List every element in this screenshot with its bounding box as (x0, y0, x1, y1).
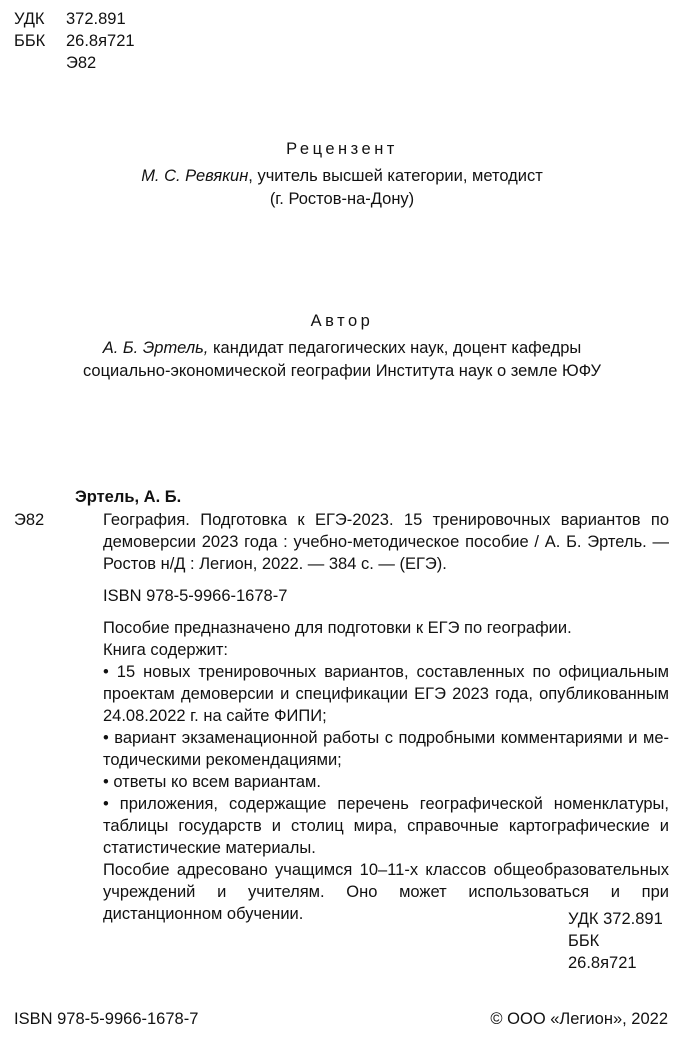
udk-row (14, 8, 174, 30)
bbk-label: ББК (14, 32, 46, 50)
reviewer-location: (г. Ростов-на-Дону) (269, 190, 415, 208)
reviewer-line (0, 165, 684, 187)
reviewer-description: , учитель высшей категории, методист (248, 167, 543, 185)
catalog-author-mark: Э82 (14, 511, 45, 529)
author-description-2: социально-экономической географии Института наук о земле ЮФУ (83, 362, 601, 380)
author-name: А. Б. Эртель, (102, 339, 209, 357)
footer-isbn: ISBN 978-5-9966-1678-7 (14, 1010, 199, 1028)
catalog-udk: УДК 372.891 (568, 910, 663, 928)
contents-intro: Книга содержит: (103, 641, 228, 659)
audience-text: Пособие адресовано учащимся 10–11-х классов общеобразовательных учреждений и учителям. Оно может использоваться и при дистанционном обучении. (103, 861, 669, 923)
bibliographic-description: География. Подготовка к ЕГЭ-2023. 15 тренировочных вариантов по демоверсии 2023 года : учебно-методическое пособие / А. Б. Эртель. — Ростов н/Д : Легион, 2022. — 384 с. — (ЕГЭ). (103, 511, 669, 573)
footer-copyright: © ООО «Легион», 2022 (490, 1010, 668, 1028)
reviewer-name: М. С. Ревякин (141, 167, 249, 185)
catalog-codes (568, 908, 668, 974)
bbk-value: 26.8я721 (66, 32, 135, 50)
contents-item: • ответы ко всем вариантам. (103, 773, 321, 791)
catalog-author-header: Эртель, А. Б. (75, 488, 182, 506)
author-description-1: кандидат педагогических наук, доцент кафедры (208, 339, 582, 357)
author-mark-row (14, 52, 174, 74)
bbk-row (14, 30, 174, 52)
purpose-text: Пособие предназначено для подготовки к ЕГЭ по географии. (103, 619, 572, 637)
author-line1 (0, 337, 684, 359)
catalog-isbn: ISBN 978-5-9966-1678-7 (103, 587, 288, 605)
catalog-bbk: ББК 26.8я721 (568, 932, 637, 972)
classification-codes (14, 8, 174, 74)
contents-item: • приложения, содержащие перечень географической номенклатуры, таблицы государств и столиц мира, справочные картографические и статистические материалы. (103, 795, 669, 857)
udk-label: УДК (14, 10, 45, 28)
contents-item: • 15 новых тренировочных вариантов, составленных по официальным проектам демоверсии и спецификации ЕГЭ 2023 года, опубликованным 24.08.2022 г. на сайте ФИПИ; (103, 663, 669, 725)
udk-value: 372.891 (66, 10, 126, 28)
author-mark: Э82 (66, 54, 97, 72)
reviewer-heading: Рецензент (286, 140, 398, 158)
contents-item: • вариант экзаменационной работы с подробными комментариями и методическими рекомендациями; (103, 729, 669, 769)
author-heading: Автор (310, 312, 374, 330)
catalog-card-body (103, 509, 669, 925)
